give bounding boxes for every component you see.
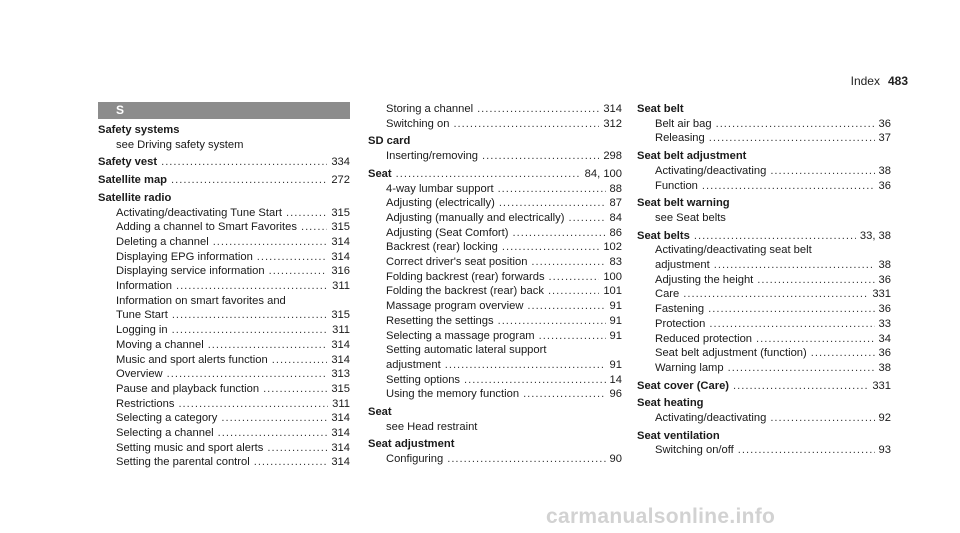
index-subentry [368,211,622,226]
page-ref: 102 [603,241,622,254]
subentry-text: Using the memory function [386,388,520,401]
index-subentry [368,182,622,197]
index-subentry [637,411,891,426]
index-subentry [637,164,891,179]
subentry-text: Protection [655,317,706,330]
dot-leader [527,299,605,314]
page-ref: 316 [331,265,350,278]
subentry-text: Information [116,280,172,293]
index-subentry [637,131,891,146]
index-entry [368,134,622,163]
dot-leader [513,226,606,241]
page-ref: 84, 100 [584,167,622,180]
dot-leader [709,317,874,332]
page-ref: 33, 38 [859,229,891,242]
dot-leader [531,255,605,270]
index-subentry [98,250,350,265]
index-term: Seat heating [637,397,704,410]
index-subentry [368,452,622,467]
subentry-text: Warning lamp [655,361,724,374]
index-subentry [98,220,350,235]
dot-leader [714,258,875,273]
page-ref: 83 [609,256,622,269]
index-term: Seat belt adjustment [637,150,747,163]
page-ref: 90 [609,453,622,466]
dot-leader [445,358,606,373]
dot-leader [756,332,875,347]
index-subentry [637,361,891,376]
page-ref: 33 [878,317,891,330]
page-ref: 314 [603,103,622,115]
dot-leader [263,382,327,397]
dot-leader [464,373,606,388]
page-ref: 314 [331,235,350,248]
dot-leader [267,441,327,456]
index-subentry [368,102,622,117]
subentry-text: Adjusting (electrically) [386,197,495,210]
index-subentry [98,338,350,353]
index-subentry [98,411,350,426]
index-subentry [637,258,891,273]
dot-leader [708,302,874,317]
dot-leader [218,426,328,441]
page-ref: 311 [332,324,350,337]
page-ref: 314 [331,338,350,351]
index-subentry [98,426,350,441]
page-ref: 334 [331,156,350,169]
index-subentry [368,358,622,373]
subentry-text: Tune Start [116,309,168,322]
page-ref: 314 [331,412,350,425]
dot-leader [161,155,327,170]
subentry-text: Setting automatic lateral support [386,344,547,357]
index-term: Safety systems [98,124,180,136]
dot-leader [167,367,328,382]
page-ref: 88 [609,182,622,195]
index-subentry [368,255,622,270]
index-entry [637,196,891,225]
subentry-text: Releasing [655,132,705,145]
subentry-text: Restrictions [116,397,175,410]
page-ref: 315 [331,309,350,322]
dot-leader [477,102,599,117]
page-ref: 36 [878,273,891,286]
dot-leader [499,196,606,211]
page-ref: 91 [609,300,622,313]
subentry-text: Activating/deactivating [655,164,767,177]
index-subentry [98,206,350,221]
subentry-text: Displaying service information [116,265,265,278]
page-ref: 331 [872,288,891,301]
subentry-text: Activating/deactivating Tune Start [116,206,283,219]
subentry-text: Activating/deactivating seat belt [655,244,812,257]
index-term-row [637,149,891,164]
dot-leader [272,353,328,368]
index-subentry [637,317,891,332]
page-ref: 36 [878,179,891,192]
dot-leader [548,284,599,299]
page-ref: 314 [331,456,350,469]
index-subentry [637,332,891,347]
page-ref: 311 [332,397,350,410]
dot-leader [523,387,605,402]
section-title: Index [850,74,880,88]
dot-leader [568,211,605,226]
dot-leader [716,117,875,132]
subentry-text: Adding a channel to Smart Favorites [116,221,297,234]
index-subentry [368,373,622,388]
index-term: SD card [368,135,411,148]
index-subentry [368,226,622,241]
subentry-text: Belt air bag [655,117,712,130]
index-term-row [368,167,622,182]
subentry-text: Function [655,179,698,192]
index-subentry [368,196,622,211]
index-subentry [368,117,622,132]
dot-leader [702,179,875,194]
index-subentry [98,308,350,323]
index-term: Seat belt [637,103,684,115]
index-subentry [368,149,622,164]
page-ref: 91 [609,358,622,371]
index-subentry [98,367,350,382]
page-ref: 101 [603,285,622,298]
dot-leader [549,270,600,285]
page-ref: 315 [331,206,350,219]
dot-leader [811,346,875,361]
page-ref: 87 [609,197,622,210]
dot-leader [770,164,874,179]
index-term: Seat belts [637,229,690,242]
see-reference: see Head restraint [386,420,478,433]
dot-leader [172,308,328,323]
page-ref: 38 [878,259,891,272]
dot-leader [213,235,328,250]
index-subentry [368,299,622,314]
dot-leader [683,287,868,302]
page-header [851,74,908,88]
index-entry [637,149,891,193]
subentry-text: Activating/deactivating [655,412,767,425]
index-entry [637,379,891,394]
dot-leader [301,220,327,235]
index-term-row [368,405,622,420]
index-column-1 [98,102,350,473]
subentry-text: Information on smart favorites and [116,294,286,307]
subentry-text: Overview [116,368,163,381]
page-ref: 86 [609,226,622,239]
index-subentry [98,455,350,470]
dot-leader [757,273,874,288]
page-ref: 93 [878,444,891,457]
dot-leader [221,411,327,426]
index-subentry [637,346,891,361]
index-entry [637,229,891,376]
dot-leader [498,314,606,329]
page-ref: 14 [609,373,622,386]
subentry-text: Moving a channel [116,338,204,351]
page-ref: 314 [331,250,350,263]
index-subentry [98,235,350,250]
index-term-row [98,123,350,138]
see-reference: see Seat belts [655,211,726,224]
index-term-row [368,437,622,452]
subentry-text: Backrest (rear) locking [386,241,498,254]
index-column-3 [637,102,891,461]
page-ref: 312 [603,117,622,130]
index-subentry [637,273,891,288]
index-term-row [98,173,350,188]
index-subentry [368,240,622,255]
dot-leader [176,279,328,294]
subentry-text: Correct driver's seat position [386,256,528,269]
dot-leader [482,149,599,164]
index-entry [98,191,350,470]
index-term: Safety vest [98,156,158,169]
index-term-row [637,196,891,211]
index-subentry [98,353,350,368]
subentry-text: Logging in [116,324,168,337]
index-term-row [637,379,891,394]
index-entry [637,102,891,146]
see-reference: see Driving safety system [116,138,244,151]
letter-heading: S [98,102,350,119]
subentry-text: Storing a channel [386,103,474,115]
page-ref: 315 [331,382,350,395]
dot-leader [254,455,328,470]
page-ref: 84 [609,211,622,224]
index-subentry [368,329,622,344]
index-subentry [637,443,891,458]
subentry-text: Seat belt adjustment (function) [655,347,807,360]
index-entry [368,167,622,402]
dot-leader [396,167,581,182]
subentry-text: 4-way lumbar support [386,182,494,195]
index-term-row [98,191,350,206]
page-ref: 36 [878,347,891,360]
page-ref: 91 [609,314,622,327]
watermark-text: carmanualsonline.info [546,505,776,528]
dot-leader [709,131,875,146]
subentry-text: Inserting/removing [386,150,479,163]
page-ref: 34 [878,332,891,345]
index-term: Seat [368,406,392,419]
dot-leader [498,182,606,197]
dot-leader [447,452,605,467]
dot-leader [178,397,328,412]
subentry-text: Setting music and sport alerts [116,441,264,454]
index-entry [368,102,622,131]
index-subentry [98,264,350,279]
subentry-text: Fastening [655,303,705,316]
index-subentry [368,270,622,285]
index-term-row [637,429,891,444]
page-ref: 92 [878,412,891,425]
index-entry [637,396,891,425]
subentry-text: Massage program overview [386,300,524,313]
subentry-text: Resetting the settings [386,314,494,327]
index-subentry [368,387,622,402]
dot-leader [728,361,875,376]
dot-leader [539,329,606,344]
page-number: 483 [887,74,908,88]
page-ref: 36 [878,303,891,316]
index-subentry [637,179,891,194]
page-ref: 314 [331,427,350,440]
dot-leader [453,117,599,132]
dot-leader [770,411,874,426]
index-term-row [98,155,350,170]
index-term: Seat adjustment [368,438,455,451]
dot-leader [502,240,599,255]
dot-leader [172,323,329,338]
index-term: Seat [368,167,392,180]
page-ref: 298 [603,150,622,163]
index-entry [98,173,350,188]
index-subentry [637,302,891,317]
index-subentry [368,314,622,329]
subentry-text: Configuring [386,453,444,466]
dot-leader [171,173,327,188]
index-subentry [98,279,350,294]
page-ref: 272 [331,174,350,187]
index-column-2 [368,102,622,470]
index-subentry [98,294,350,309]
page-ref: 36 [878,117,891,130]
page-ref: 315 [331,221,350,234]
subentry-text: Care [655,288,680,301]
dot-leader [733,379,868,394]
page-ref: 38 [878,164,891,177]
index-subentry [637,287,891,302]
dot-leader [738,443,875,458]
index-entry [98,155,350,170]
subentry-text: Setting options [386,373,461,386]
page-ref: 331 [872,379,891,392]
index-subentry [368,284,622,299]
index-term: Seat cover (Care) [637,379,730,392]
index-entry [98,123,350,152]
dot-leader [286,206,327,221]
index-subentry [368,343,622,358]
index-subentry [637,243,891,258]
index-subentry [98,397,350,412]
subentry-text: Deleting a channel [116,235,209,248]
page-ref: 311 [332,280,350,293]
index-term: Satellite radio [98,191,172,204]
subentry-text: Switching on/off [655,444,734,457]
subentry-text: Pause and playback function [116,382,260,395]
subentry-text: adjustment [386,358,441,371]
subentry-text: adjustment [655,259,710,272]
subentry-text: Folding the backrest (rear) back [386,285,544,298]
index-term: Satellite map [98,174,168,187]
page-ref: 100 [603,270,622,283]
subentry-text: Adjusting the height [655,273,754,286]
subentry-text: Selecting a massage program [386,329,535,342]
dot-leader [257,250,328,265]
page-ref: 313 [331,368,350,381]
subentry-text: Setting the parental control [116,456,250,469]
index-entry [637,429,891,458]
page-ref: 96 [609,388,622,401]
index-subentry [637,117,891,132]
subentry-text: Music and sport alerts function [116,353,268,366]
page-ref: 37 [878,132,891,145]
index-subentry [98,323,350,338]
subentry-text: Folding backrest (rear) forwards [386,270,545,283]
subentry-text: Selecting a channel [116,427,214,440]
subentry-text: Reduced protection [655,332,753,345]
subentry-text: Adjusting (Seat Comfort) [386,226,509,239]
page-ref: 314 [331,441,350,454]
index-term-row [368,134,622,149]
subentry-text: Adjusting (manually and electrically) [386,211,565,224]
index-entry [368,405,622,434]
subentry-text: Selecting a category [116,412,218,425]
index-subentry [98,382,350,397]
dot-leader [208,338,328,353]
index-term-row [637,229,891,244]
index-entry [368,437,622,466]
page-ref: 38 [878,361,891,374]
subentry-text: Displaying EPG information [116,250,253,263]
page-ref: 314 [331,353,350,366]
index-term-row [637,396,891,411]
index-term-row [637,102,891,117]
index-term: Seat ventilation [637,429,720,442]
dot-leader [694,229,856,244]
dot-leader [269,264,328,279]
page-ref: 91 [609,329,622,342]
index-subentry [98,441,350,456]
subentry-text: Switching on [386,117,450,130]
index-term: Seat belt warning [637,197,730,210]
